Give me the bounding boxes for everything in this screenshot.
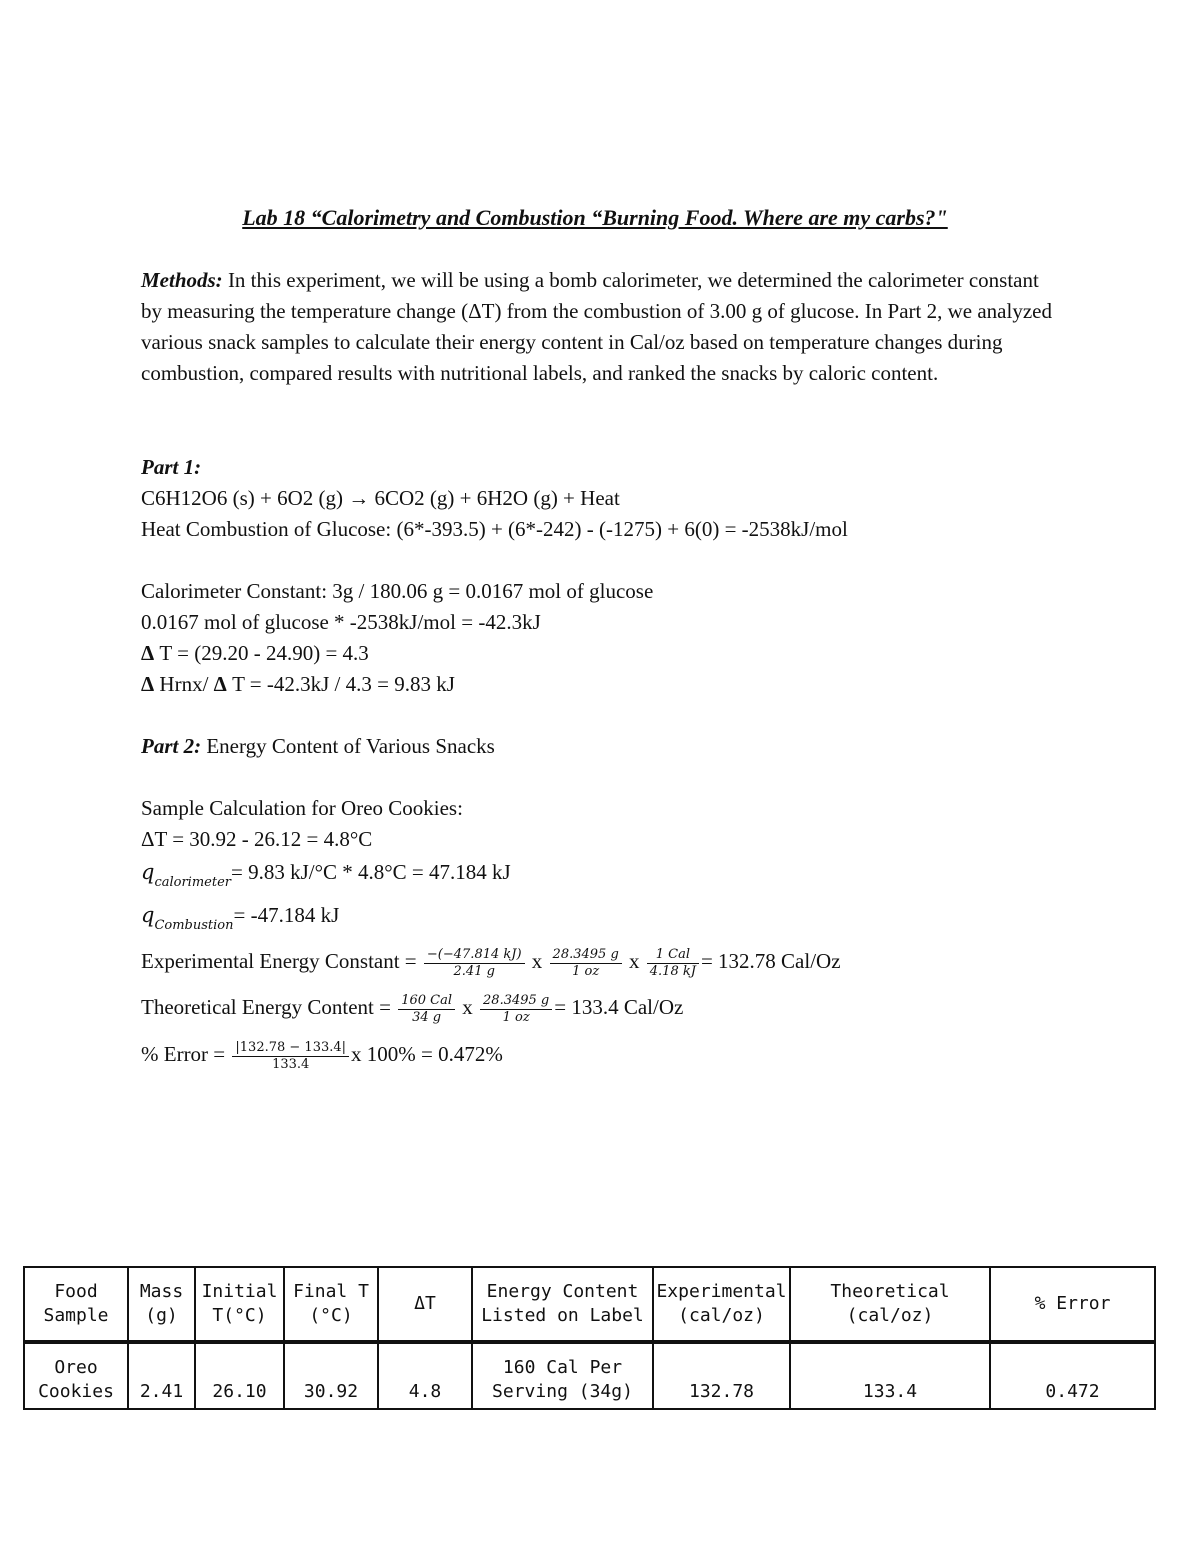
- document-title: Lab 18 “Calorimetry and Combustion “Burning Food. Where are my carbs?": [242, 205, 948, 230]
- heat-combustion-line: Heat Combustion of Glucose: (6*-393.5) + (6*-242) - (-1275) + 6(0) = -2538kJ/mol: [141, 517, 848, 541]
- part2-heading-text: Energy Content of Various Snacks: [201, 734, 495, 758]
- hrxn-result: T = -42.3kJ / 4.3 = 9.83 kJ: [226, 672, 455, 696]
- fraction-numerator: 1 Cal: [647, 947, 699, 964]
- cell-percent-error: 0.472: [990, 1342, 1155, 1409]
- delta-t-line: [141, 638, 369, 669]
- cell-theoretical: 133.4: [790, 1342, 990, 1409]
- theoretical-result: = 133.4 Cal/Oz: [554, 995, 684, 1019]
- theoretical-label: Theoretical Energy Content =: [141, 995, 397, 1019]
- part1-heading: [141, 452, 201, 483]
- fraction-denominator: 1 oz: [572, 963, 600, 979]
- q-combustion-line: [141, 900, 339, 934]
- q-variable: q: [141, 903, 155, 927]
- cell-food-sample: Oreo Cookies: [24, 1342, 128, 1409]
- fraction-denominator: 34 g: [412, 1009, 442, 1025]
- part2-label: Part 2:: [141, 734, 202, 758]
- cell-mass: 2.41: [128, 1342, 195, 1409]
- cell-delta-t: 4.8: [378, 1342, 472, 1409]
- methods-text: In this experiment, we will be using a bomb calorimeter, we determined the calorimeter constant by measuring the temperature change (ΔT) from the combustion of 3.00 g of glucose. In Part 2, we analyzed various snack samples to calculate their energy content in Cal/oz based on temperature changes during combustion, compared results with nutritional labels, and ranked the snacks by caloric content.: [141, 268, 1052, 385]
- methods-label: Methods:: [141, 268, 223, 292]
- cell-initial-t: 26.10: [195, 1342, 284, 1409]
- q-variable: q: [141, 860, 155, 884]
- header-initial-t: Initial T(°C): [195, 1267, 284, 1342]
- cell-energy-label: 160 Cal Per Serving (34g): [472, 1342, 653, 1409]
- sample-calc-heading: Sample Calculation for Oreo Cookies:: [141, 796, 463, 820]
- fraction-denominator: 4.18 kJ: [649, 963, 696, 979]
- q-subscript: Combustion: [154, 918, 234, 933]
- fraction-numerator: 28.3495 g: [550, 947, 622, 964]
- fraction-numerator: 28.3495 g: [480, 993, 552, 1010]
- experimental-label: Experimental Energy Constant =: [141, 949, 422, 973]
- hrxn-text: Hrnx/: [154, 672, 214, 696]
- fraction: [424, 947, 525, 980]
- fraction: [550, 947, 622, 980]
- fraction: [232, 1040, 349, 1073]
- header-final-t: Final T (°C): [284, 1267, 378, 1342]
- cell-experimental: 132.78: [653, 1342, 790, 1409]
- results-table: [23, 1266, 1156, 1410]
- percent-error-result: x 100% = 0.472%: [351, 1042, 503, 1066]
- glucose-combustion-equation: C6H12O6 (s) + 6O2 (g) → 6CO2 (g) + 6H2O (g) + Heat: [141, 486, 620, 510]
- q-combustion-value: = -47.184 kJ: [233, 903, 340, 927]
- q-calorimeter-line: [141, 857, 511, 891]
- part2-heading: [141, 731, 495, 762]
- methods-paragraph: [141, 265, 1061, 389]
- header-energy-label: Energy Content Listed on Label: [472, 1267, 653, 1342]
- fraction: [647, 947, 699, 980]
- glucose-energy-line: 0.0167 mol of glucose * -2538kJ/mol = -42.3kJ: [141, 610, 541, 634]
- fraction: [398, 993, 455, 1026]
- table-row: [24, 1342, 1155, 1409]
- percent-error-line: [141, 1039, 503, 1073]
- theoretical-energy-line: [141, 992, 683, 1026]
- header-theoretical: Theoretical (cal/oz): [790, 1267, 990, 1342]
- header-delta-t: ΔT: [378, 1267, 472, 1342]
- cell-final-t: 30.92: [284, 1342, 378, 1409]
- fraction-denominator: 1 oz: [502, 1009, 530, 1025]
- multiply-sign: x: [457, 995, 479, 1019]
- delta-t-text: T = (29.20 - 24.90) = 4.3: [154, 641, 369, 665]
- q-subscript: calorimeter: [154, 875, 231, 890]
- experimental-result: = 132.78 Cal/Oz: [700, 949, 841, 973]
- part1-label: Part 1:: [141, 455, 202, 479]
- hrxn-line: [141, 669, 455, 700]
- delta-symbol: Δ: [213, 672, 227, 696]
- q-calorimeter-value: = 9.83 kJ/°C * 4.8°C = 47.184 kJ: [231, 860, 511, 884]
- experimental-energy-line: [141, 946, 841, 980]
- calorimeter-constant-line: Calorimeter Constant: 3g / 180.06 g = 0.0167 mol of glucose: [141, 579, 654, 603]
- multiply-sign: x: [526, 949, 548, 973]
- delta-symbol: Δ: [141, 641, 155, 665]
- fraction: [480, 993, 552, 1026]
- table-header-row: [24, 1267, 1155, 1342]
- multiply-sign: x: [623, 949, 645, 973]
- delta-symbol: Δ: [141, 672, 155, 696]
- header-mass: Mass (g): [128, 1267, 195, 1342]
- header-food-sample: Food Sample: [24, 1267, 128, 1342]
- fraction-denominator: 133.4: [272, 1056, 310, 1072]
- percent-error-label: % Error =: [141, 1042, 231, 1066]
- fraction-denominator: 2.41 g: [453, 963, 495, 979]
- fraction-numerator: 160 Cal: [398, 993, 455, 1010]
- fraction-numerator: −(−47.814 kJ): [424, 947, 525, 964]
- header-percent-error: % Error: [990, 1267, 1155, 1342]
- fraction-numerator: |132.78 − 133.4|: [232, 1040, 349, 1057]
- oreo-delta-t-line: ΔT = 30.92 - 26.12 = 4.8°C: [141, 827, 373, 851]
- header-experimental: Experimental (cal/oz): [653, 1267, 790, 1342]
